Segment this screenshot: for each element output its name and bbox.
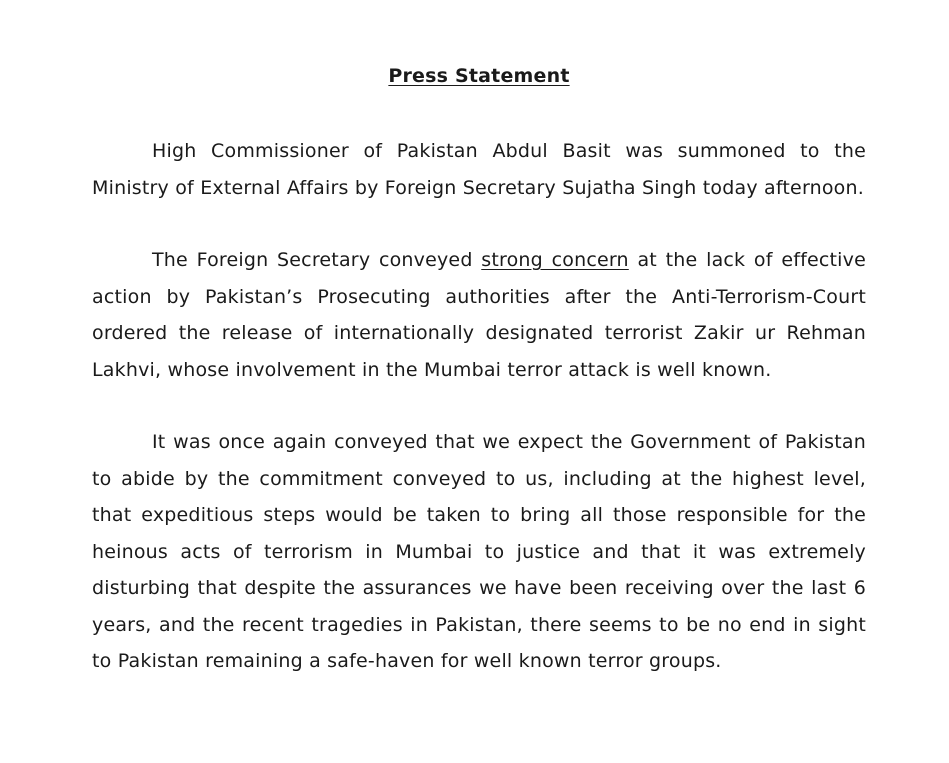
paragraph-3: [92, 424, 866, 680]
paragraph-1: [92, 133, 866, 206]
page-title: Press Statement: [388, 65, 570, 87]
paragraph-2: [92, 242, 866, 388]
paragraph-2-text-after: at the lack of effective action by Pakistan’s Prosecuting authorities after the Anti-Terrorism-Court ordered the release of internationally designated terrorist Zakir ur Rehman Lakhvi, whose involvement in the Mumbai terror attack is well known.: [92, 249, 866, 381]
paragraph-1-text: High Commissioner of Pakistan Abdul Basit was summoned to the Ministry of External Affairs by Foreign Secretary Sujatha Singh today afternoon.: [92, 140, 866, 199]
strong-concern-emphasis: strong concern: [481, 249, 629, 271]
document-page: [92, 60, 866, 680]
paragraph-2-text-before: The Foreign Secretary conveyed: [152, 249, 482, 271]
paragraph-3-text: It was once again conveyed that we expect the Government of Pakistan to abide by the commitment conveyed to us, including at the highest level, that expeditious steps would be taken to bring all those responsible for the heinous acts of terrorism in Mumbai to justice and that it was extremely disturbing that despite the assurances we have been receiving over the last 6 years, and the recent tragedies in Pakistan, there seems to be no end in sight to Pakistan remaining a safe-haven for well known terror groups.: [92, 431, 866, 672]
